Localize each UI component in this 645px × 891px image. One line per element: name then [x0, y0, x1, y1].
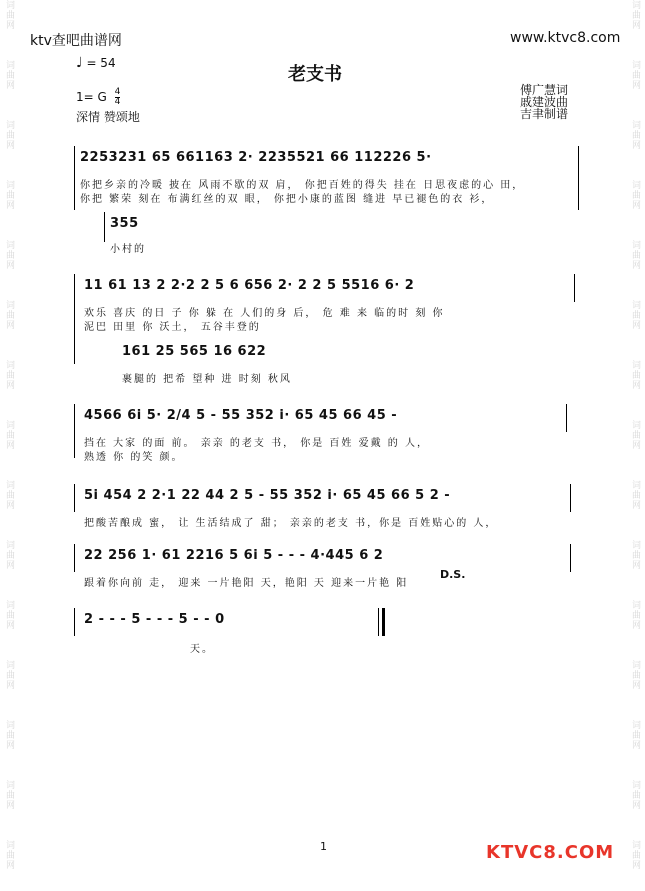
watermark-left-4: 词曲网 [4, 180, 14, 210]
barline [578, 146, 579, 210]
barline [570, 484, 571, 512]
credits [520, 84, 568, 120]
watermark-right-14: 词曲网 [630, 780, 640, 810]
lyrics-line-4: 裹腿的 把希 望种 进 时刻 秋风 [122, 374, 292, 385]
watermark-right-4: 词曲网 [630, 180, 640, 210]
lyricist: 傅广慧词 [520, 83, 569, 97]
watermark-right-7: 词曲网 [630, 360, 640, 390]
page-number: 1 [320, 840, 327, 853]
ds-mark: D.S. [440, 568, 466, 581]
barline [566, 404, 567, 432]
watermark-left-7: 词曲网 [4, 360, 14, 390]
watermark-right-6: 词曲网 [630, 300, 640, 330]
expression-marking: 深情 赞颂地 [76, 110, 140, 124]
watermark-right-3: 词曲网 [630, 120, 640, 150]
watermark-right-10: 词曲网 [630, 540, 640, 570]
composer: 戚建波曲 [520, 95, 569, 109]
watermark-left-9: 词曲网 [4, 480, 14, 510]
watermark-right-1: 词曲网 [630, 0, 640, 30]
watermark-left-13: 词曲网 [4, 720, 14, 750]
quarter-note-icon: ♩ [76, 55, 83, 71]
barline [74, 404, 75, 458]
watermark-left-3: 词曲网 [4, 120, 14, 150]
watermark-right-15: 词曲网 [630, 840, 640, 870]
notation-line-2: 355 [110, 216, 139, 231]
watermark-left-2: 词曲网 [4, 60, 14, 90]
lyrics-line-5-verse-1: 挡在 大家 的面 前。 亲亲 的老支 书， 你是 百姓 爱戴 的 人， [84, 438, 429, 449]
lyrics-line-6: 把酸苦酿成 蜜， 让 生活结成了 甜； 亲亲的老支 书，你是 百姓贴心的 人， [84, 518, 498, 529]
watermark-left-14: 词曲网 [4, 780, 14, 810]
watermark-right-8: 词曲网 [630, 420, 640, 450]
watermark-left-15: 词曲网 [4, 840, 14, 870]
site-url-right[interactable]: www.ktvc8.com [510, 30, 621, 46]
watermark-left-11: 词曲网 [4, 600, 14, 630]
barline [74, 484, 75, 512]
watermark-left-1: 词曲网 [4, 0, 14, 30]
key-signature [76, 88, 120, 107]
watermark-left-5: 词曲网 [4, 240, 14, 270]
final-barline-thick [382, 608, 385, 636]
lyrics-line-3-verse-2: 泥巴 田里 你 沃土， 五谷丰登的 [84, 322, 261, 333]
lyrics-line-8: 天。 [190, 644, 214, 655]
barline [74, 608, 75, 636]
watermark-left-6: 词曲网 [4, 300, 14, 330]
watermark-right-12: 词曲网 [630, 660, 640, 690]
time-signature [115, 88, 121, 107]
final-barline-thin [378, 608, 379, 636]
watermark-right-11: 词曲网 [630, 600, 640, 630]
song-title: 老支书 [288, 64, 342, 85]
tempo-marking [76, 55, 116, 71]
time-sig-bottom: 4 [114, 97, 121, 107]
lyrics-line-7: 跟着你向前 走， 迎来 一片艳阳 天，艳阳 天 迎来一片艳 阳 [84, 578, 409, 589]
transcriber: 吉聿制谱 [520, 107, 569, 121]
watermark-right-9: 词曲网 [630, 480, 640, 510]
tempo-value: = 54 [86, 56, 116, 70]
barline [570, 544, 571, 572]
barline [74, 544, 75, 572]
lyrics-line-3-verse-1: 欢乐 喜庆 的日 子 你 躲 在 人们的身 后， 危 难 来 临的时 刻 你 [84, 308, 445, 319]
barline [74, 274, 75, 364]
lyrics-line-2: 小村的 [110, 244, 146, 255]
lyrics-line-1-verse-1: 你把乡亲的冷暖 披在 风雨不歇的双 肩， 你把百姓的得失 挂在 日思夜虑的心 田， [80, 180, 525, 191]
lyrics-line-1-verse-2: 你把 繁荣 刻在 布满红丝的双 眼， 你把小康的蓝图 缝进 早已褪色的衣 衫， [80, 194, 494, 205]
barline [104, 212, 105, 242]
lyrics-line-5-verse-2: 熟透 你 的笑 颜。 [84, 452, 184, 463]
site-logo[interactable]: KTVC8.COM [486, 842, 615, 863]
watermark-right-2: 词曲网 [630, 60, 640, 90]
notation-line-1: 2253231 65 661163 2· 2235521 66 112226 5· [80, 150, 432, 165]
watermark-right-5: 词曲网 [630, 240, 640, 270]
watermark-right-13: 词曲网 [630, 720, 640, 750]
notation-line-4: 161 25 565 16 622 [122, 344, 267, 359]
notation-line-5: 4566 6i 5· 2/4 5 - 55 352 i· 65 45 66 45 - [84, 408, 398, 423]
time-sig-top: 4 [114, 87, 121, 97]
barline [574, 274, 575, 302]
watermark-left-12: 词曲网 [4, 660, 14, 690]
notation-line-3: 11 61 13 2 2·2 2 5 6 656 2· 2 2 5 5516 6· 2 [84, 278, 415, 293]
watermark-left-8: 词曲网 [4, 420, 14, 450]
key-label: 1= G [76, 90, 107, 104]
site-name-left: ktv查吧曲谱网 [30, 33, 122, 49]
notation-line-8: 2 - - - 5 - - - 5 - - 0 [84, 612, 225, 627]
notation-line-7: 22 256 1· 61 2216 5 6i 5 - - - 4·445 6 2 [84, 548, 384, 563]
watermark-left-10: 词曲网 [4, 540, 14, 570]
notation-line-6: 5i 454 2 2·1 22 44 2 5 - 55 352 i· 65 45 66 5 2 - [84, 488, 451, 503]
barline [74, 146, 75, 210]
